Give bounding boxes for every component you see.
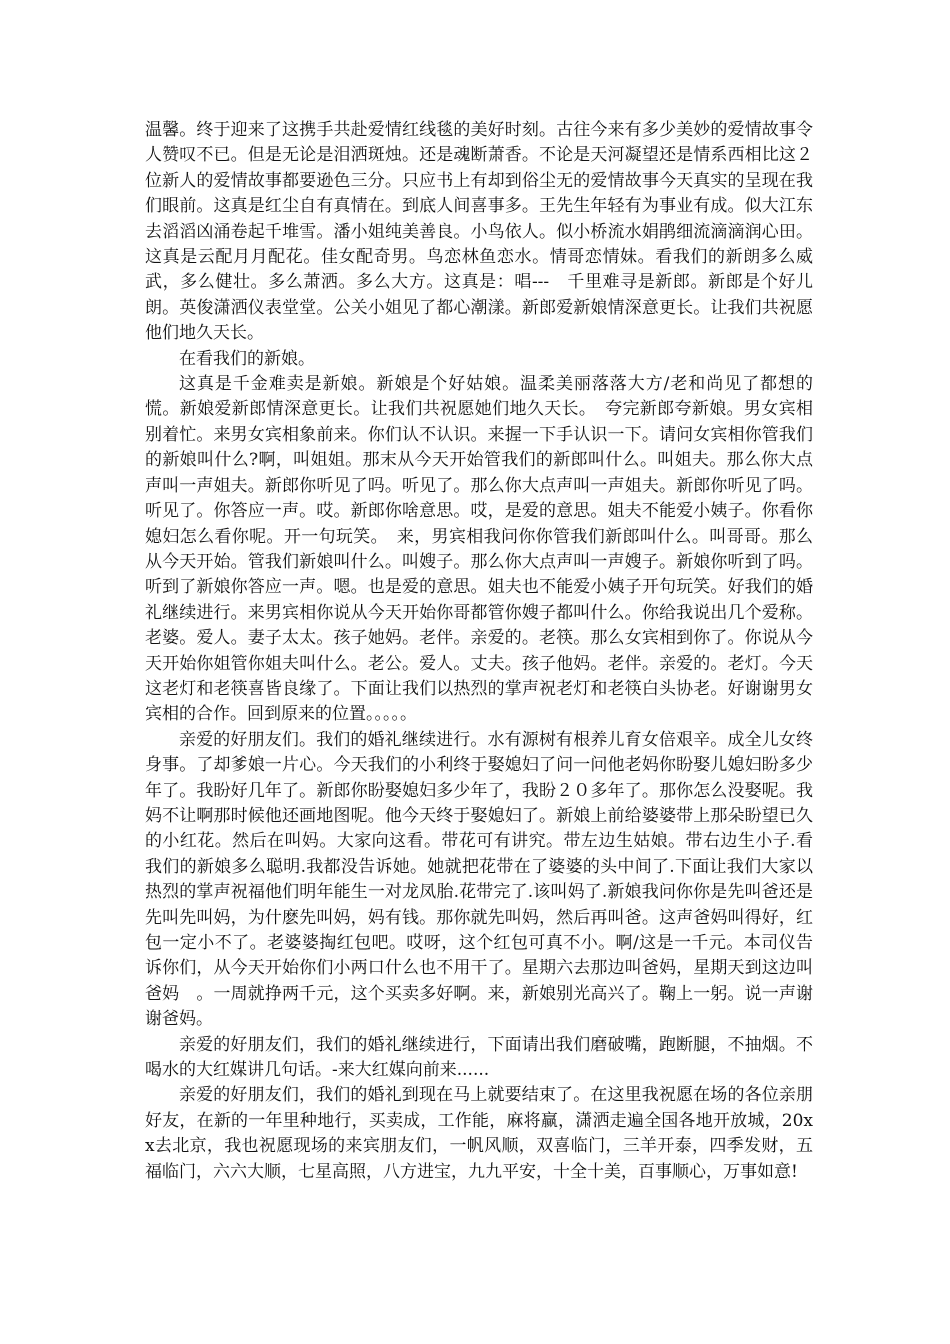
paragraph-bride-praise: 这真是千金难卖是新娘。新娘是个好姑娘。温柔美丽落落大方/老和尚见了都想的慌。新娘爱新郎情深意更长。让我们共祝愿她们地久天长。 夸完新郎夸新娘。男女宾相别着忙。来男女宾相象前来。你们认不认识。来握一下手认识一下。请问女宾相你管我们的新娘叫什么?啊，叫姐姐。那末从今天开始管我们的新郎叫什么。叫姐夫。那么你大点声叫一声姐夫。新郎你听见了吗。听见了。那么你大点声叫一声姐夫。新郎你听见了吗。听见了。你答应一声。哎。新郎你啥意思。哎，是爱的意思。姐夫不能爱小姨子。你看你媳妇怎么看你呢。开一句玩笑。 来，男宾相我问你你管我们新郎叫什么。叫哥哥。那么从今天开始。管我们新娘叫什么。叫嫂子。那么你大点声叫一声嫂子。新娘你听到了吗。听到了新娘你答应一声。嗯。也是爱的意思。姐夫也不能爱小姨子开句玩笑。好我们的婚礼继续进行。来男宾相你说从今天开始你哥都管你嫂子都叫什么。你给我说出几个爱称。老婆。爱人。妻子太太。孩子她妈。老伴。亲爱的。老筷。那么女宾相到你了。你说从今天开始你姐管你姐夫叫什么。老公。爱人。丈夫。孩子他妈。老伴。亲爱的。老灯。今天这老灯和老筷喜皆良缘了。下面让我们以热烈的掌声祝老灯和老筷白头协老。好谢谢男女宾相的合作。回到原来的位置。。。。。 [145, 374, 813, 725]
paragraph-matchmaker: 亲爱的好朋友们，我们的婚礼继续进行，下面请出我们磨破嘴，跑断腿，不抽烟。不喝水的大红媒讲几句话。-来大红媒向前来...... [145, 1034, 813, 1081]
paragraph-closing: 亲爱的好朋友们，我们的婚礼到现在马上就要结束了。在这里我祝愿在场的各位亲朋好友，在新的一年里种地行，买卖成，工作能，麻将赢，潇洒走遍全国各地开放城，20xx去北京，我也祝愿现场的来宾朋友们，一帆风顺，双喜临门，三羊开泰，四季发财，五福临门，六六大顺，七星高照，八方进宝，九九平安，十全十美，百事顺心，万事如意! [145, 1085, 813, 1182]
paragraph-parents: 亲爱的好朋友们。我们的婚礼继续进行。水有源树有根养儿育女倍艰辛。成全儿女终身事。了却爹娘一片心。今天我们的小利终于娶媳妇了问一问他老妈你盼娶儿媳妇盼多少年了。我盼好几年了。新郎你盼娶媳妇多少年了，我盼２０多年了。那你怎么没娶呢。我妈不让啊那时候他还画地图呢。他今天终于娶媳妇了。新娘上前给婆婆带上那朵盼望已久的小红花。然后在叫妈。大家向这看。带花可有讲究。带左边生姑娘。带右边生小子.看我们的新娘多么聪明.我都没告诉她。她就把花带在了婆婆的头中间了.下面让我们大家以热烈的掌声祝福他们明年能生一对龙凤胎.花带完了.该叫妈了.新娘我问你你是先叫爸还是先叫先叫妈，为什麽先叫妈，妈有钱。那你就先叫妈，然后再叫爸。这声爸妈叫得好，红包一定小不了。老婆婆掏红包吧。哎呀，这个红包可真不小。啊/这是一千元。本司仪告诉你们，从今天开始你们小两口什么也不用干了。星期六去那边叫爸妈，星期天到这边叫爸妈 。一周就挣两千元，这个买卖多好啊。来，新娘别光高兴了。鞠上一躬。说一声谢谢爸妈。 [145, 729, 813, 1030]
document-page [145, 118, 813, 1185]
paragraph-bride-intro: 在看我们的新娘。 [179, 348, 315, 369]
paragraph-opening: 温馨。终于迎来了这携手共赴爱情红线毯的美好时刻。古往今来有多少美妙的爱情故事令人赞叹不已。但是无论是泪洒斑烛。还是魂断萧香。不论是天河凝望还是情系西相比这２位新人的爱情故事都要逊色三分。只应书上有却到俗尘无的爱情故事今天真实的呈现在我们眼前。这真是红尘自有真情在。到底人间喜事多。王先生年轻有为事业有成。似大江东去滔滔凶涌卷起千堆雪。潘小姐纯美善良。小鸟依人。似小桥流水娟鹃细流滴滴润心田。这真是云配月月配花。佳女配奇男。鸟恋林鱼恋水。情哥恋情妹。看我们的新朗多么威武，多么健壮。多么萧洒。多么大方。这真是：唱--- 千里难寻是新郎。新郎是个好儿朗。英俊潇洒仪表堂堂。公关小姐见了都心潮漾。新郎爱新娘情深意更长。让我们共祝愿他们地久天长。 [145, 120, 813, 344]
